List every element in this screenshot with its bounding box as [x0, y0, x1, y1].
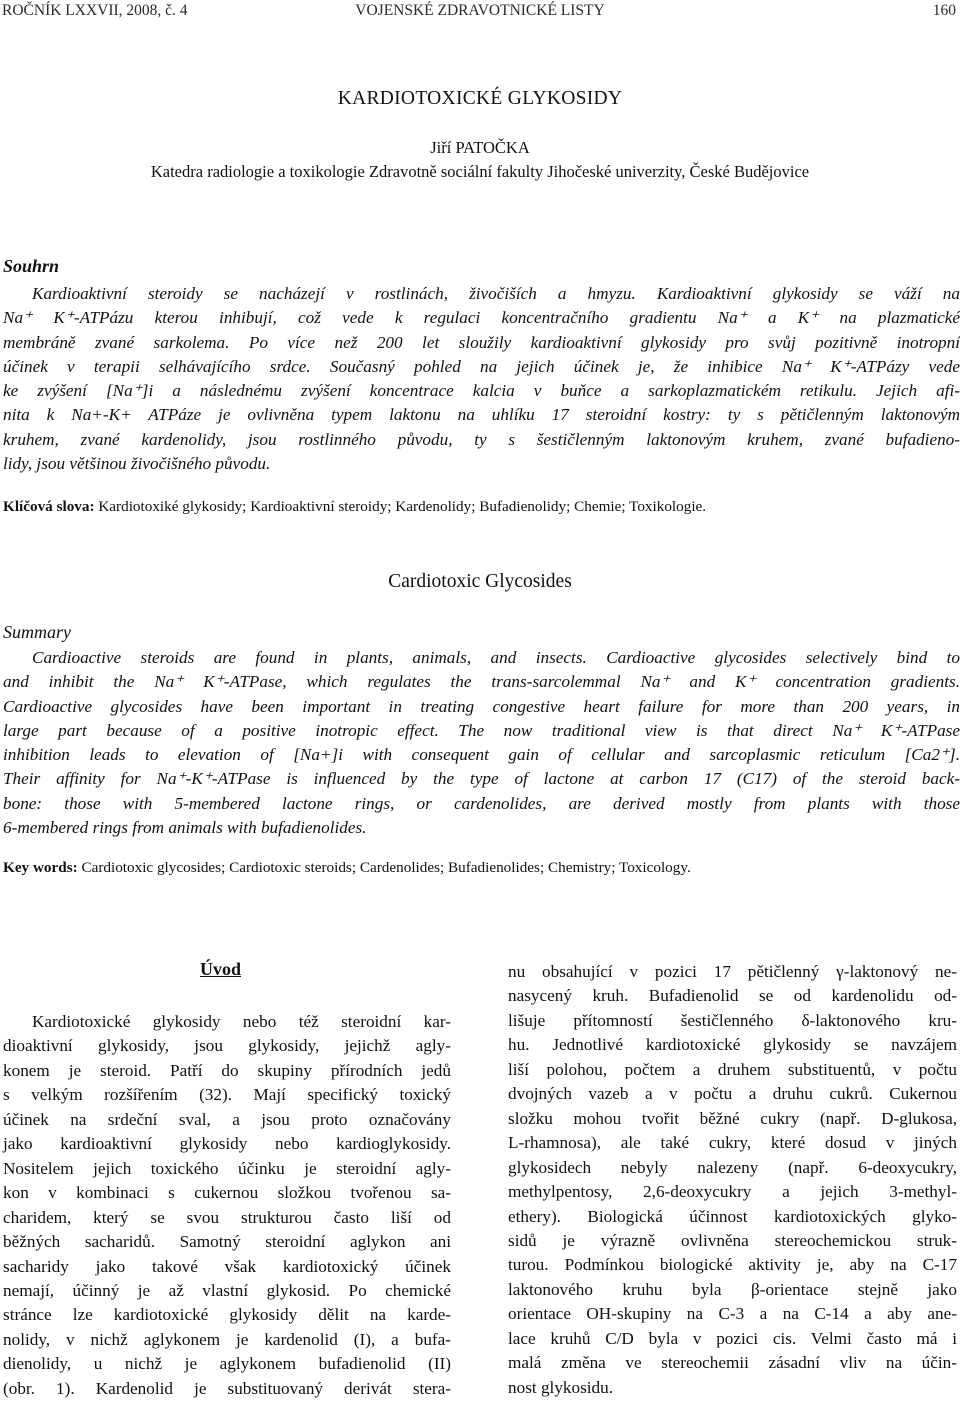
souhrn-heading: Souhrn	[3, 256, 60, 276]
article-title-en: Cardiotoxic Glycosides	[388, 571, 572, 592]
body-line: hu. Jednotlivé kardiotoxické glykosidy se navzájem	[508, 1035, 957, 1055]
article-title-cz: KARDIOTOXICKÉ GLYKOSIDY	[337, 88, 623, 109]
body-line: Kardiotoxické glykosidy nebo též steroidní kar-	[32, 1012, 451, 1031]
body-line: složku mohou tvořit běžné cukry (např. D-glukosa,	[508, 1108, 957, 1128]
uvod-heading: Úvod	[200, 959, 242, 979]
abstract-line: kruhem, zvané kardenolidy, jsou rostlinného původu, ty s šestičlenným laktonovým kruhem, zvané bufadieno-	[3, 429, 960, 449]
body-line: turou. Podmínkou biologické aktivity je, aby na C-17	[508, 1255, 957, 1275]
body-line: dvojných vazeb a v počtu a druhu cukrů. Cukernou	[508, 1084, 957, 1104]
author-affiliation: Katedra radiologie a toxikologie Zdravotně sociální fakulty Jihočeské univerzity, České Budějovice	[150, 162, 810, 181]
abstract-line: Cardioactive steroids are found in plants, animals, and insects. Cardioactive glycosides selectively bind to	[32, 648, 960, 667]
body-line: lišuje přítomností šestičlenného δ-laktonového kru-	[508, 1010, 957, 1030]
body-line: běžných sacharidů. Samotný steroidní aglykon ani	[3, 1232, 451, 1252]
abstract-line: membráně zvané sarkolema. Po více než 200 let sloužily kardioaktivní glykosidy pro svůj pozitivně inotropní	[3, 332, 960, 352]
body-line: L-rhamnosa), ale také cukry, které dosud v jiných	[508, 1133, 957, 1153]
abstract-line: bone: those with 5-membered lactone rings, or cardenolides, are derived mostly from plants with those	[3, 793, 960, 813]
body-line: laktonového kruhu byla β-orientace stejně jako	[508, 1279, 957, 1299]
body-line: dioaktivní glykosidy, jsou glykosidy, jejichž agly-	[3, 1036, 451, 1056]
abstract-line: inhibition leads to elevation of [Na+]i with consequent gain of cellular and sarcoplasmic reticulum [Ca2⁺].	[3, 745, 960, 765]
abstract-line: Cardioactive glycosides have been important in treating congestive heart failure for more than 200 years, in	[3, 696, 960, 716]
body-line: ethery). Biologická účinnost kardiotoxických glyko-	[508, 1206, 957, 1226]
body-column-left	[3, 1010, 451, 1401]
page-number: 160	[932, 2, 956, 19]
keywords-text: Cardiotoxic glycosides; Cardiotoxic steroids; Cardenolides; Bufadienolides; Chemistry; Toxicology.	[77, 859, 691, 876]
keywords-en	[3, 859, 960, 877]
keywords-text: Kardiotoxiké glykosidy; Kardioaktivní steroidy; Kardenolidy; Bufadienolidy; Chemie; Toxikologie.	[94, 498, 707, 515]
abstract-line: nita k Na+-K+ ATPáze je ovlivněna typem laktonu na uhlíku 17 steroidní kostry: ty s pětičlenným laktonovým	[3, 405, 960, 425]
author-name: Jiří PATOČKA	[430, 138, 530, 157]
body-line: stránce lze kardiotoxické glykosidy dělit na karde-	[3, 1305, 451, 1325]
body-line: jako kardioaktivní glykosidy nebo kardioglykosidy.	[3, 1134, 451, 1154]
keywords-label: Key words:	[3, 859, 78, 876]
keywords-label: Klíčová slova:	[3, 498, 95, 515]
body-line: glykosidech nebyly nalezeny (např. 6-deoxycukry,	[508, 1157, 957, 1177]
body-line: nemají, účinný je až vlastní glykosid. Po chemické	[3, 1280, 451, 1300]
keywords-cz	[3, 498, 960, 516]
abstract-line: large part because of a positive inotropic effect. The now traditional view is that direct Na⁺ K⁺-ATPase	[3, 720, 960, 740]
body-line: orientace OH-skupiny na C-3 a na C-14 a aby ane-	[508, 1304, 957, 1324]
body-line: účinek na srdeční sval, a jsou proto označovány	[3, 1109, 451, 1129]
running-header	[0, 2, 960, 24]
abstract-line: Their affinity for Na⁺-K⁺-ATPase is influenced by the type of lactone at carbon 17 (C17) of the steroid back-	[3, 769, 960, 789]
body-line: nu obsahující v pozici 17 pětičlenný γ-laktonový ne-	[508, 962, 957, 981]
body-column-right	[508, 960, 957, 1400]
body-line: charidem, který se svou strukturou často liší od	[3, 1207, 451, 1227]
journal-name: VOJENSKÉ ZDRAVOTNICKÉ LISTY	[355, 2, 605, 19]
abstract-line: and inhibit the Na⁺ K⁺-ATPase, which regulates the trans-sarcolemmal Na⁺ and K⁺ concentration gradients.	[3, 672, 960, 692]
body-line: nolidy, v nichž aglykonem je kardenolid (I), a bufa-	[3, 1329, 451, 1349]
body-line: lace kruhů C/D byla v pozici cis. Velmi často má i	[508, 1328, 957, 1348]
abstract-line: Na⁺ K⁺-ATPázu kterou inhibují, což vede k regulaci koncentračního gradientu Na⁺ a K⁺ na plazmatické	[3, 308, 960, 328]
souhrn-abstract	[3, 282, 960, 476]
journal-volume: ROČNÍK LXXVII, 2008, č. 4	[2, 2, 188, 19]
abstract-line: účinek v terapii selhávajícího srdce. Současný pohled na jejich účinek je, že inhibice Na⁺ K⁺-ATPázy vede	[3, 356, 960, 376]
body-line: liší polohou, počtem a druhem substituentů, v počtu	[508, 1059, 957, 1079]
summary-heading: Summary	[3, 622, 71, 642]
abstract-line: 6-membered rings from animals with bufadienolides.	[3, 818, 367, 838]
body-line: konem je steroid. Patří do skupiny přírodních jedů	[3, 1060, 451, 1080]
body-line: malá změna ve stereochemii zásadní vliv na účin-	[508, 1353, 957, 1373]
summary-abstract	[3, 646, 960, 840]
abstract-line: Kardioaktivní steroidy se nacházejí v rostlinách, živočiších a hmyzu. Kardioaktivní glykosidy se váží na	[32, 284, 960, 303]
body-line: methylpentosy, 2,6-deoxycukry a jejich 3-methyl-	[508, 1182, 957, 1202]
body-line: nasycený kruh. Bufadienolid se od kardenolidu od-	[508, 986, 957, 1006]
body-line: sacharidy jako takové však kardiotoxický účinek	[3, 1256, 451, 1276]
body-line: Nositelem jejich toxického účinku je steroidní agly-	[3, 1158, 451, 1178]
body-line: sidů je výrazně ovlivněna stereochemickou struk-	[508, 1230, 957, 1250]
body-line: nost glykosidu.	[508, 1377, 614, 1397]
body-line: (obr. 1). Kardenolid je substituovaný derivát stera-	[3, 1378, 451, 1398]
abstract-line: ke zvýšení [Na⁺]i a následnému zvýšení koncentrace kalcia v buňce a sarkoplazmatickém retikulu. Jejich afi-	[3, 381, 960, 401]
abstract-line: lidy, jsou většinou živočišného původu.	[3, 454, 271, 474]
body-line: dienolidy, u nichž je aglykonem bufadienolid (II)	[3, 1354, 451, 1374]
body-line: s velkým rozšířením (32). Mají specifický toxický	[3, 1085, 451, 1105]
body-line: kon v kombinaci s cukernou složkou tvořenou sa-	[3, 1183, 451, 1203]
